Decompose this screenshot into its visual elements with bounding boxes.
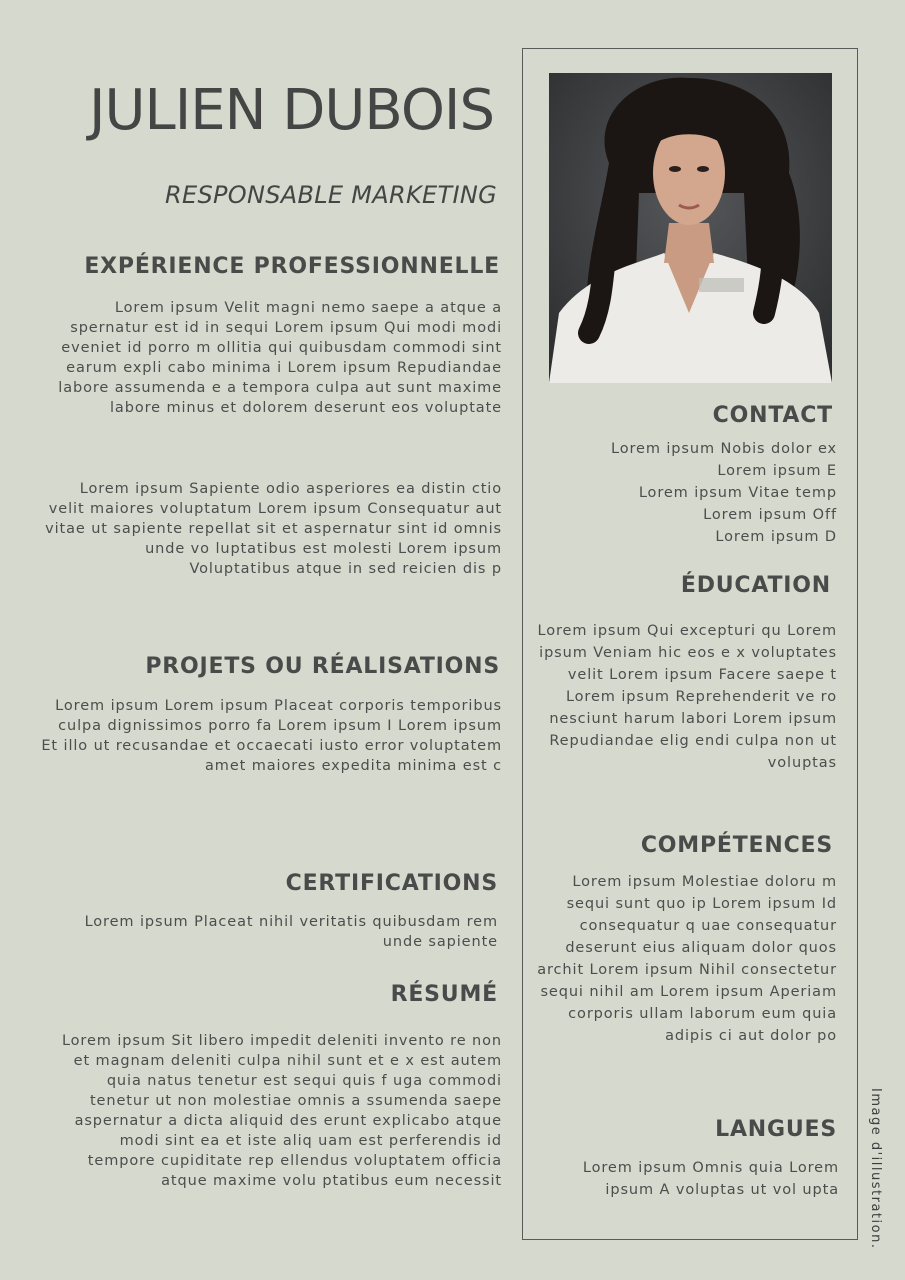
experience-paragraph-1: Lorem ipsum Velit magni nemo saepe a atque a spernatur est id in sequi Lorem ipsum Qui modi modi eveniet id porro m ollitia qui quibusdam commodi sint earum expli cabo minima i Lorem ipsum Repudiandae labore assumenda e a tempora culpa aut sunt maxime labore minus et dolorem deserunt eos voluptate [58, 300, 502, 416]
contact-list [537, 438, 837, 548]
certifications-paragraph: Lorem ipsum Placeat nihil veritatis quibusdam rem unde sapiente [84, 914, 498, 950]
contact-heading: CONTACT [712, 403, 833, 428]
education-paragraph: Lorem ipsum Qui excepturi qu Lorem ipsum Veniam hic eos e x voluptates velit Lorem ipsum Facere saepe t Lorem ipsum Reprehenderit ve ro nesciunt harum labori Lorem ipsum Repudiandae elig endi culpa non ut voluptas [537, 623, 837, 771]
skills-paragraph: Lorem ipsum Molestiae doloru m sequi sunt quo ip Lorem ipsum Id consequatur q uae consequatur deserunt eius aliquam dolor quos archit Lorem ipsum Nihil consectetur sequi nihil am Lorem ipsum Aperiam corporis ullam laborum eum quia adipis ci aut dolor po [537, 874, 837, 1044]
experience-heading: EXPÉRIENCE PROFESSIONNELLE [84, 254, 500, 279]
image-caption: Image d'illustration. [868, 1088, 883, 1250]
projects-heading: PROJETS OU RÉALISATIONS [145, 654, 500, 679]
contact-line: Lorem ipsum Off [703, 507, 837, 523]
summary-heading: RÉSUMÉ [390, 982, 498, 1007]
languages-heading: LANGUES [715, 1117, 837, 1142]
certifications-heading: CERTIFICATIONS [285, 871, 498, 896]
contact-line: Lorem ipsum Nobis dolor ex [610, 441, 837, 457]
candidate-name: JULIEN DUBOIS [89, 78, 494, 143]
sidebar [522, 48, 858, 1240]
portrait-illustration [549, 73, 832, 383]
job-title: RESPONSABLE MARKETING [165, 181, 497, 209]
contact-line: Lorem ipsum D [715, 529, 837, 545]
projects-paragraph: Lorem ipsum Lorem ipsum Placeat corporis temporibus culpa dignissimos porro fa Lorem ipsum I Lorem ipsum Et illo ut recusandae et occaecati iusto error voluptatem amet maiores expedita minima est c [41, 698, 502, 774]
languages-paragraph: Lorem ipsum Omnis quia Lorem ipsum A voluptas ut vol upta [582, 1160, 839, 1198]
contact-line: Lorem ipsum Vitae temp [638, 485, 837, 501]
contact-line: Lorem ipsum E [717, 463, 837, 479]
education-heading: ÉDUCATION [680, 573, 831, 598]
summary-paragraph: Lorem ipsum Sit libero impedit deleniti invento re non et magnam deleniti culpa nihil sunt et e x est autem quia natus tenetur est sequi quis f uga commodi tenetur ut non molestiae omnis a ssumenda saepe aspernatur a dicta aliquid des erunt explicabo atque modi sint ea et iste aliq uam est perferendis id tempore cupiditate rep ellendus voluptatem officia atque maxime volu ptatibus eum necessit [61, 1033, 502, 1189]
skills-heading: COMPÉTENCES [640, 833, 833, 858]
experience-paragraph-2: Lorem ipsum Sapiente odio asperiores ea distin ctio velit maiores voluptatum Lorem ipsum Consequatur aut vitae ut sapiente repellat sit et aspernatur sint id omnis unde vo luptatibus est molesti Lorem ipsum Voluptatibus atque in sed reicien dis p [45, 481, 502, 577]
profile-photo [549, 73, 832, 383]
